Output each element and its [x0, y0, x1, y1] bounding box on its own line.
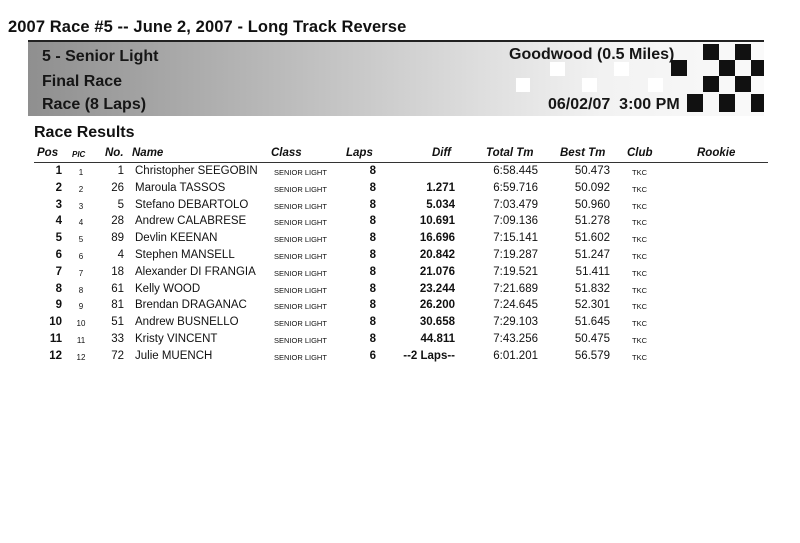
cell-no: 33	[111, 332, 124, 345]
cell-club: TKC	[632, 184, 647, 194]
section-title: Race Results	[34, 124, 135, 141]
cell-best: 51.602	[574, 232, 610, 245]
table-row	[0, 281, 800, 298]
cell-class: SENIOR LIGHT	[274, 335, 327, 345]
cell-laps: 8	[369, 316, 376, 329]
cell-pic: 6	[78, 251, 84, 261]
cell-total: 6:58.445	[493, 165, 538, 177]
cell-total: 7:09.136	[493, 215, 538, 228]
cell-no: 89	[111, 232, 124, 245]
col-total: Total Tm	[486, 147, 534, 159]
cell-club: TKC	[632, 268, 647, 278]
cell-pic: 8	[78, 285, 84, 295]
cell-diff: 16.696	[419, 232, 455, 245]
cell-name: Kelly WOOD	[135, 282, 201, 295]
table-row	[0, 314, 800, 331]
cell-total: 7:03.479	[493, 198, 538, 211]
table-row	[0, 297, 800, 314]
cell-name: Andrew CALABRESE	[135, 215, 247, 228]
cell-club: TKC	[632, 201, 647, 211]
cell-name: Brendan DRAGANAC	[135, 299, 247, 312]
cell-pos: 8	[55, 282, 62, 295]
cell-pic: 1	[78, 168, 84, 177]
cell-pic: 2	[78, 184, 84, 194]
cell-laps: 8	[369, 265, 376, 278]
cell-name: Kristy VINCENT	[135, 332, 218, 345]
cell-best: 50.092	[574, 181, 610, 194]
class-heading: 5 - Senior Light	[42, 48, 159, 65]
cell-laps: 8	[369, 282, 376, 295]
cell-best: 52.301	[574, 299, 610, 312]
col-no: No.	[105, 147, 124, 159]
cell-pic: 7	[78, 268, 84, 278]
cell-total: 7:19.521	[493, 265, 538, 278]
cell-class: SENIOR LIGHT	[274, 168, 327, 177]
cell-best: 50.960	[574, 198, 610, 211]
cell-laps: 8	[369, 181, 376, 194]
race-laps: Race (8 Laps)	[42, 96, 147, 113]
cell-name: Julie MUENCH	[135, 349, 213, 362]
cell-no: 28	[111, 215, 124, 228]
cell-laps: 8	[369, 215, 376, 228]
cell-class: SENIOR LIGHT	[274, 184, 327, 194]
cell-club: TKC	[632, 319, 647, 329]
cell-diff: 26.200	[419, 299, 455, 312]
cell-diff: 5.034	[426, 198, 455, 211]
cell-pic: 3	[78, 201, 84, 211]
race-type: Final Race	[42, 73, 123, 90]
col-laps: Laps	[346, 147, 373, 159]
track-name: Goodwood (0.5 Miles)	[509, 46, 675, 63]
cell-no: 72	[111, 349, 124, 362]
cell-pos: 2	[55, 181, 62, 194]
results-table	[0, 163, 800, 365]
col-diff: Diff	[432, 147, 451, 159]
cell-name: Alexander DI FRANGIA	[135, 265, 256, 278]
cell-total: 7:43.256	[493, 332, 538, 345]
cell-pos: 10	[49, 316, 62, 329]
table-row	[0, 163, 800, 180]
table-row	[0, 180, 800, 197]
cell-diff: 21.076	[419, 265, 455, 278]
cell-diff: --2 Laps--	[403, 349, 455, 362]
cell-class: SENIOR LIGHT	[274, 268, 327, 278]
col-best: Best Tm	[560, 147, 606, 159]
cell-pic: 9	[78, 302, 84, 312]
cell-best: 56.579	[574, 349, 610, 362]
table-row	[0, 230, 800, 247]
cell-best: 51.645	[574, 316, 610, 329]
cell-pos: 1	[55, 165, 62, 177]
col-class: Class	[271, 147, 302, 159]
cell-no: 26	[111, 181, 124, 194]
table-row	[0, 197, 800, 214]
cell-class: SENIOR LIGHT	[274, 285, 327, 295]
cell-total: 6:59.716	[493, 181, 538, 194]
table-row	[0, 213, 800, 230]
cell-club: TKC	[632, 218, 647, 228]
cell-no: 18	[111, 265, 124, 278]
cell-diff: 23.244	[419, 282, 455, 295]
cell-total: 7:24.645	[493, 299, 538, 312]
cell-no: 81	[111, 299, 124, 312]
cell-pos: 12	[49, 349, 62, 362]
cell-club: TKC	[632, 285, 647, 295]
cell-class: SENIOR LIGHT	[274, 235, 327, 245]
cell-pos: 11	[49, 332, 62, 345]
cell-pos: 3	[55, 198, 62, 211]
cell-best: 51.278	[574, 215, 610, 228]
table-row	[0, 247, 800, 264]
cell-laps: 8	[369, 232, 376, 245]
cell-total: 7:15.141	[493, 232, 538, 245]
cell-no: 5	[117, 198, 124, 211]
cell-class: SENIOR LIGHT	[274, 218, 327, 228]
col-name: Name	[132, 147, 164, 159]
cell-pos: 7	[55, 265, 62, 278]
cell-club: TKC	[632, 302, 647, 312]
cell-best: 50.473	[574, 165, 610, 177]
results-header	[34, 147, 768, 163]
cell-diff: 20.842	[419, 248, 455, 261]
col-rookie: Rookie	[697, 147, 736, 159]
cell-total: 6:01.201	[493, 349, 538, 362]
cell-name: Devlin KEENAN	[135, 232, 218, 245]
cell-pic: 11	[76, 335, 86, 345]
cell-total: 7:19.287	[493, 248, 538, 261]
cell-laps: 8	[369, 198, 376, 211]
cell-club: TKC	[632, 235, 647, 245]
cell-best: 50.475	[574, 332, 610, 345]
cell-name: Stephen MANSELL	[135, 248, 235, 261]
cell-pic: 4	[78, 218, 84, 228]
cell-best: 51.411	[575, 265, 610, 278]
cell-no: 1	[117, 165, 124, 177]
cell-name: Stefano DEBARTOLO	[135, 198, 249, 211]
cell-diff: 30.658	[419, 316, 455, 329]
cell-pic: 12	[76, 352, 86, 362]
col-pos: Pos	[37, 147, 59, 159]
cell-laps: 8	[369, 248, 376, 261]
cell-name: Maroula TASSOS	[135, 181, 226, 194]
cell-club: TKC	[632, 251, 647, 261]
cell-total: 7:29.103	[493, 316, 538, 329]
cell-laps: 8	[369, 299, 376, 312]
document-title: 2007 Race #5 -- June 2, 2007 - Long Track Reverse	[8, 18, 407, 36]
cell-name: Christopher SEEGOBIN	[135, 165, 258, 177]
cell-best: 51.247	[574, 248, 610, 261]
cell-laps: 6	[369, 349, 376, 362]
cell-no: 4	[117, 248, 124, 261]
cell-pic: 10	[76, 319, 86, 329]
cell-class: SENIOR LIGHT	[274, 352, 327, 362]
table-row	[0, 348, 800, 365]
cell-laps: 8	[369, 332, 376, 345]
col-pic: PIC	[72, 150, 86, 159]
cell-pos: 5	[55, 232, 62, 245]
cell-class: SENIOR LIGHT	[274, 302, 327, 312]
cell-class: SENIOR LIGHT	[274, 319, 327, 329]
cell-diff: 10.691	[419, 215, 455, 228]
cell-pos: 6	[55, 248, 62, 261]
table-row	[0, 331, 800, 348]
cell-no: 61	[111, 282, 124, 295]
table-row	[0, 264, 800, 281]
cell-name: Andrew BUSNELLO	[135, 316, 239, 329]
race-datetime: 06/02/07 3:00 PM	[548, 96, 680, 113]
cell-total: 7:21.689	[493, 282, 538, 295]
cell-pic: 5	[78, 235, 84, 245]
cell-laps: 8	[369, 165, 376, 177]
cell-class: SENIOR LIGHT	[274, 251, 327, 261]
cell-class: SENIOR LIGHT	[274, 201, 327, 211]
cell-club: TKC	[632, 352, 647, 362]
cell-diff: 44.811	[420, 332, 455, 345]
cell-club: TKC	[632, 168, 647, 177]
cell-best: 51.832	[574, 282, 610, 295]
cell-pos: 9	[55, 299, 62, 312]
col-club: Club	[627, 147, 653, 159]
cell-club: TKC	[632, 335, 647, 345]
cell-no: 51	[111, 316, 124, 329]
cell-pos: 4	[55, 215, 62, 228]
cell-diff: 1.271	[426, 181, 455, 194]
race-banner	[28, 40, 764, 116]
